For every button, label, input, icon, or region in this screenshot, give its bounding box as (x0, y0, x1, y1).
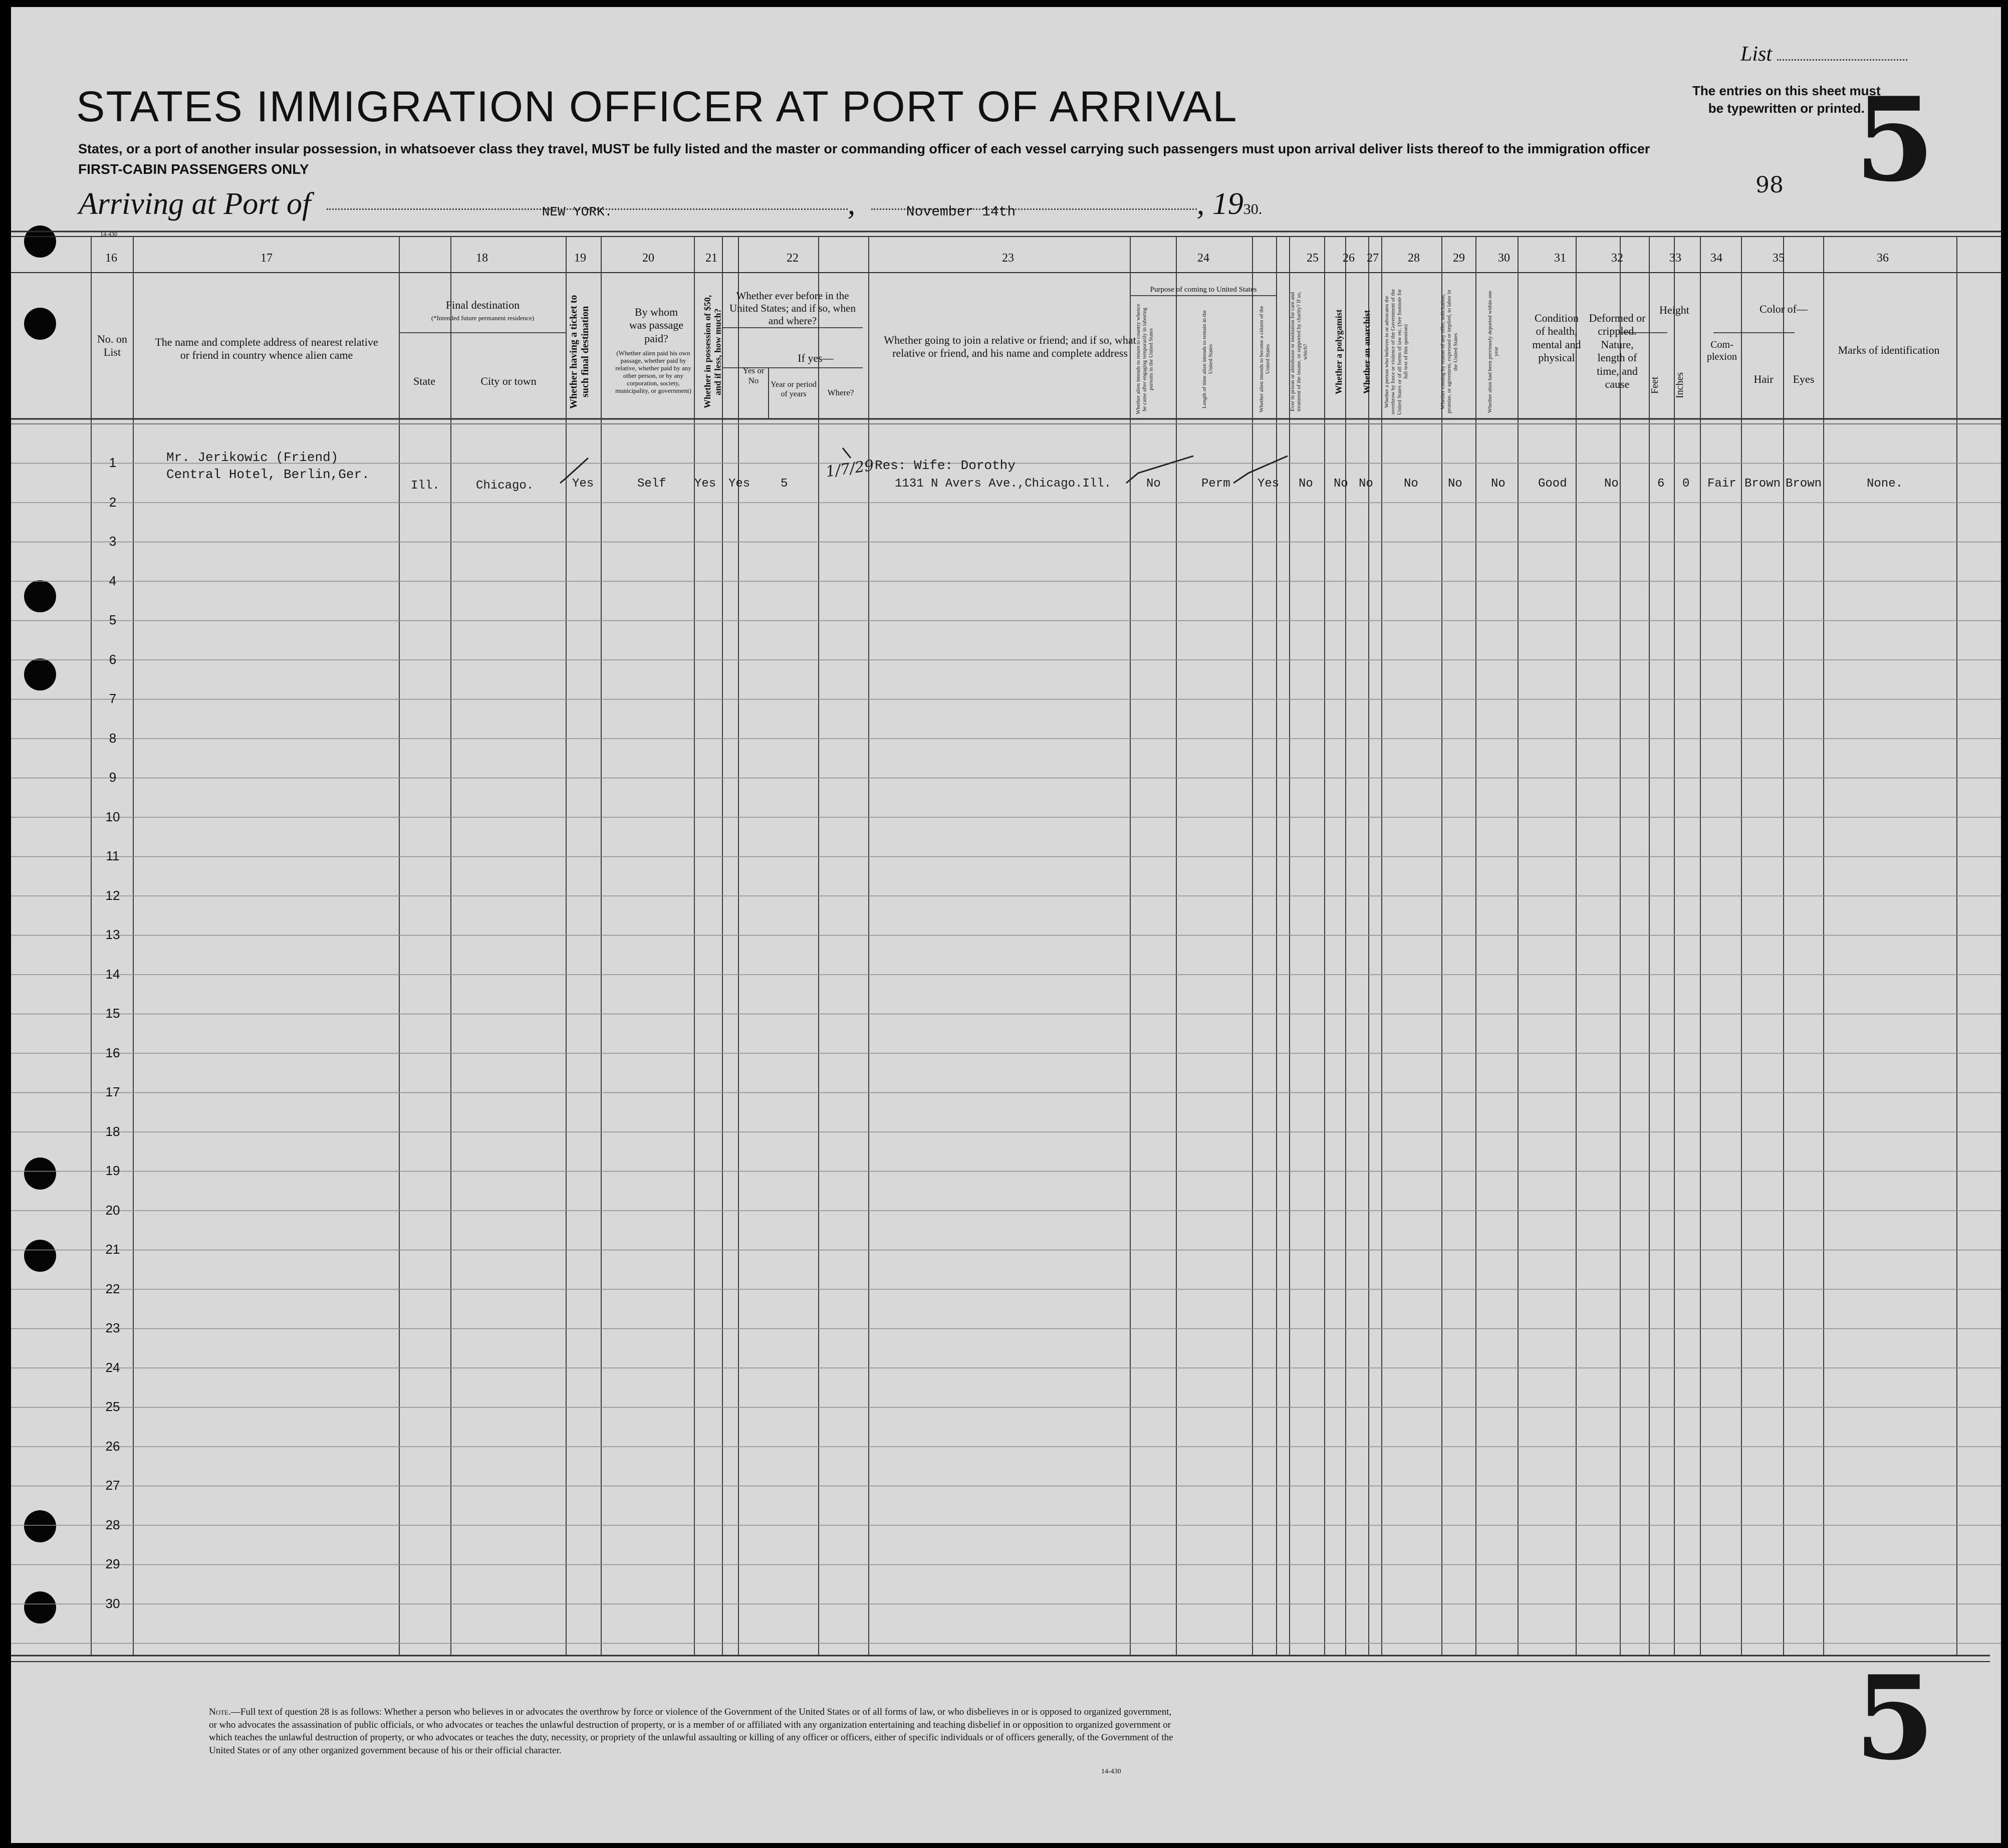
col-number-16: 16 (105, 252, 117, 265)
col-number-34: 34 (1710, 252, 1722, 265)
entry-ever-before: Yes (728, 477, 750, 491)
header-final-destination-note: (*Intended future permanent residence) (431, 314, 535, 322)
row-number: 13 (105, 927, 120, 942)
row-number: 18 (105, 1123, 120, 1139)
entry-possession-50: Yes (694, 477, 716, 491)
header-ever-before: Whether ever before in the United States; and if so, when and where? (729, 290, 856, 327)
entry-city: Chicago. (476, 479, 534, 493)
header-hair: Hair (1753, 373, 1774, 385)
entry-health: Good (1538, 477, 1567, 491)
entry-citizen: Yes (1258, 477, 1280, 491)
header-color-of: Color of— (1760, 303, 1808, 315)
entry-inches: 0 (1682, 477, 1690, 491)
row-number: 14 (105, 966, 120, 982)
entry-deformed: No (1604, 477, 1619, 491)
sheet-stamp-number: 5 (1855, 72, 1935, 207)
entry-prison: No (1299, 477, 1313, 491)
arrival-port: NEW YORK. (542, 204, 613, 219)
header-no-on-list: No. on List (97, 333, 127, 359)
header-inches: Inches (1674, 372, 1685, 399)
typewritten-note: The entries on this sheet must be typewritten or printed. (1692, 83, 1881, 116)
row-number: 19 (105, 1163, 120, 1178)
row-number: 29 (105, 1556, 120, 1571)
row-number: 2 (109, 494, 117, 510)
arrival-line: Arriving at Port of NEW YORK. , November 14th , 1930. (79, 187, 1263, 221)
header-anarchist: Whether an anarchist (1362, 310, 1372, 394)
header-purpose: Purpose of coming to United States (1150, 286, 1257, 294)
header-feet: Feet (1649, 376, 1660, 394)
col-number-19: 19 (574, 252, 586, 265)
entry-feet: 6 (1657, 477, 1665, 491)
entry-relative-line2: Central Hotel, Berlin,Ger. (166, 467, 370, 482)
col-number-35: 35 (1773, 252, 1785, 265)
header-passage-paid-note: (Whether alien paid his own passage, whether paid by relative, whether paid by any other person, or by any corporation, society, municipality, or government) (615, 349, 691, 394)
header-ticket: Whether having a ticket to such final destination (568, 295, 591, 409)
header-where: Where? (827, 388, 854, 397)
col-number-23: 23 (1002, 252, 1014, 265)
header-col28: Whether a person who believes in or advocates the overthrow by force or violence of the Government of the United States or of all forms of law etc. (See footnote for full text of this question) (1384, 289, 1409, 415)
row-number: 21 (105, 1242, 120, 1257)
entry-eyes: Brown (1786, 477, 1822, 491)
col-number-36: 36 (1877, 252, 1889, 265)
row-number: 26 (105, 1438, 120, 1454)
header-possession-50: Whether in possession of $50, and if less, how much? (702, 295, 723, 409)
footnote: Note.—Full text of question 28 is as follows: Whether a person who believes in or advocates the overthrow by force or violence of the Government of the United States or of all forms of law, or who disbelieves in or is opposed to organized government, or who advocates the assassination of public officials, or who advocates or teaches the unlawful destruction of property, or is a member of or affiliated with any organization entertaining and teaching disbelief in or opposition to organized government or which teaches the unlawful destruction of property, or who advocates or teaches the duty, necessity, or propriety of the unlawful assaulting or killing of any officer or officers, either of specific individuals or of officers generally, of the Government of the United States or of any other organized government because of his or their official character. (209, 1707, 1173, 1756)
header-if-yes: If yes— (798, 352, 834, 364)
header-complexion: Com- plexion (1707, 339, 1737, 362)
header-height: Height (1659, 304, 1689, 316)
class-line: FIRST-CABIN PASSENGERS ONLY (78, 161, 309, 177)
header-deformed: Deformed or crippled. Nature, length of time, and cause (1589, 312, 1646, 390)
header-col30: Whether alien had been previously deported within one year (1487, 290, 1499, 413)
col-number-25: 25 (1307, 252, 1319, 265)
row-number: 28 (105, 1517, 120, 1532)
row-number: 30 (105, 1595, 120, 1611)
bottom-stamp-number: 5 (1855, 1651, 1935, 1786)
header-city: City or town (480, 375, 537, 387)
col-number-21: 21 (705, 252, 717, 265)
col-number-27: 27 (1367, 252, 1379, 265)
row-number: 16 (105, 1045, 120, 1060)
row-number: 27 (105, 1478, 120, 1493)
header-relative-address: The name and complete address of nearest relative or friend in country whence alien came (155, 336, 378, 362)
row-number: 1 (109, 455, 117, 470)
row-number: 6 (109, 651, 117, 667)
row-number: 10 (105, 809, 120, 824)
row-number: 22 (105, 1281, 120, 1296)
entry-labor-offer: No (1448, 477, 1462, 491)
entry-return: No (1146, 477, 1161, 491)
entry-ticket: Yes (572, 477, 594, 491)
row-number: 12 (105, 887, 120, 903)
header-final-destination: Final destination (445, 299, 520, 311)
col-number-22: 22 (787, 252, 799, 265)
header-marks: Marks of identification (1838, 344, 1940, 356)
entry-marks: None. (1867, 477, 1903, 491)
row-number: 7 (109, 691, 117, 706)
check-mark (1126, 456, 1193, 483)
col-number-24: 24 (1197, 252, 1209, 265)
check-mark (843, 448, 851, 458)
arrival-date: November 14th (906, 204, 1016, 220)
header-joining-relative: Whether going to join a relative or friend; and if so, what relative or friend, and his name and complete address (884, 334, 1136, 360)
entry-joining-line2: 1131 N Avers Ave.,Chicago.Ill. (895, 477, 1112, 491)
footnote-code: 14-430 (1101, 1768, 1121, 1775)
row-number: 24 (105, 1359, 120, 1375)
col-number-28: 28 (1408, 252, 1420, 265)
entry-polygamist: No (1334, 477, 1348, 491)
row-number: 5 (109, 612, 117, 627)
header-col25: Ever in prison or almshouse or institution for care and treatment of the insane, or supported by charity? If so, which? (1290, 292, 1309, 412)
row-number: 11 (106, 848, 120, 863)
entry-state: Ill. (411, 479, 440, 493)
entry-deported: No (1491, 477, 1505, 491)
col-number-29: 29 (1453, 252, 1465, 265)
entry-where: 1/7/29 (825, 456, 875, 481)
header-eyes: Eyes (1793, 373, 1815, 385)
entry-joining-line1: Res: Wife: Dorothy (875, 458, 1016, 473)
entry-hair: Brown (1744, 477, 1781, 491)
manifest-sheet (11, 7, 2001, 1843)
entry-years: 5 (781, 477, 788, 491)
header-polygamist: Whether a polygamist (1334, 309, 1344, 394)
header-year-period: Year or period of years (771, 380, 817, 399)
header-purpose-return: Whether alien intends to return to country whence he came after engaging temporarily in laboring pursuits in the United States (1135, 304, 1154, 415)
col-number-30: 30 (1498, 252, 1510, 265)
header-passage-paid: By whom was passage paid? (629, 306, 684, 345)
page-title: STATES IMMIGRATION OFFICER AT PORT OF ARRIVAL (76, 83, 1238, 131)
row-number: 23 (105, 1320, 120, 1335)
row-number: 4 (109, 573, 117, 588)
col-number-32: 32 (1611, 252, 1623, 265)
row-number: 17 (105, 1084, 120, 1099)
check-mark (1233, 456, 1288, 483)
list-label: List (1740, 42, 1907, 66)
row-number: 20 (105, 1202, 120, 1218)
entry-complexion: Fair (1707, 477, 1736, 491)
row-number: 15 (105, 1006, 120, 1021)
col-number-31: 31 (1554, 252, 1566, 265)
header-yes-or-no: Yes or No (742, 366, 765, 386)
check-mark (560, 458, 588, 483)
check-marks (11, 7, 2001, 1843)
col-number-26: 26 (1343, 252, 1355, 265)
row-number: 25 (105, 1399, 120, 1414)
entry-anarchist: No (1359, 477, 1373, 491)
page-subtitle: States, or a port of another insular possession, in whatsoever class they travel, MUST be fully listed and the master or commanding officer of each vessel carrying such passengers must upon arrival deliver lists thereof to the immigration officer (78, 141, 1650, 156)
header-purpose-length: Length of time alien intends to remain in the United States (1201, 310, 1214, 409)
entry-overthrow: No (1404, 477, 1418, 491)
col-number-33: 33 (1669, 252, 1681, 265)
header-health: Condition of health, mental and physical (1532, 312, 1581, 364)
entry-relative-line1: Mr. Jerikowic (Friend) (166, 450, 339, 465)
col-number-20: 20 (642, 252, 654, 265)
header-col29: Whether coming by reason of any offer, solicitation, promise, or agreement, expressed or implied, to labor in the United States (1440, 290, 1459, 414)
col-number-17: 17 (261, 252, 273, 265)
sheet-number: 98 (1755, 172, 1784, 198)
row-number: 3 (109, 534, 117, 549)
header-purpose-citizen: Whether alien intends to become a citizen of the United States (1259, 306, 1271, 413)
row-number: 8 (109, 730, 117, 746)
form-code: 14-430 (100, 230, 117, 238)
header-state: State (413, 375, 435, 387)
col-number-18: 18 (476, 252, 488, 265)
entry-length-of-stay: Perm (1201, 477, 1230, 491)
row-number: 9 (109, 770, 117, 785)
entry-passage-paid-by: Self (637, 477, 666, 491)
